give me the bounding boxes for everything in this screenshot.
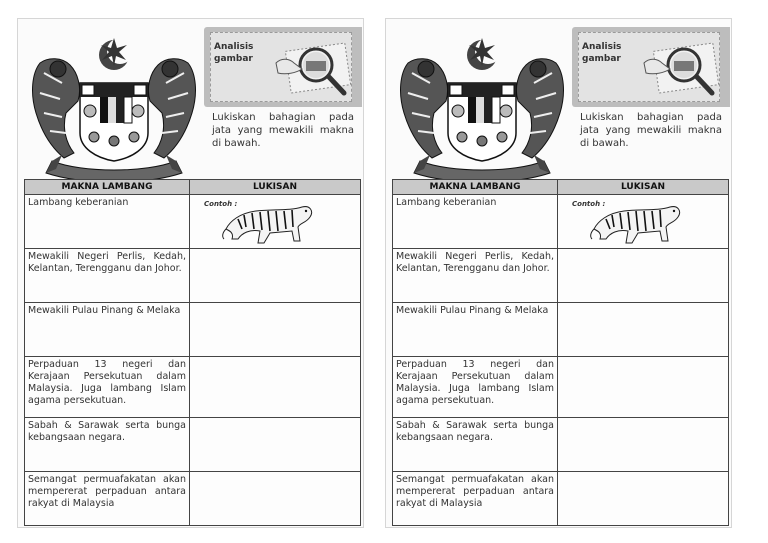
banner-label-line2: gambar bbox=[214, 54, 253, 64]
drawing-cell[interactable] bbox=[190, 472, 361, 526]
banner-label-line2: gambar bbox=[582, 54, 621, 64]
table-row bbox=[25, 472, 361, 526]
banner-label-line1: Analisis bbox=[214, 42, 254, 52]
meaning-cell: Mewakili Negeri Perlis, Kedah, Kelantan, Terengganu dan Johor. bbox=[393, 249, 558, 303]
header-lukisan: LUKISAN bbox=[190, 180, 361, 195]
meaning-cell: Mewakili Negeri Perlis, Kedah, Kelantan, Terengganu dan Johor. bbox=[25, 249, 190, 303]
drawing-cell[interactable] bbox=[190, 357, 361, 418]
banner-label bbox=[214, 41, 266, 65]
header-lukisan: LUKISAN bbox=[558, 180, 729, 195]
table-row bbox=[393, 472, 729, 526]
drawing-cell[interactable] bbox=[558, 472, 729, 526]
header-makna-lambang: MAKNA LAMBANG bbox=[25, 180, 190, 195]
banner-label bbox=[582, 41, 634, 65]
meaning-cell: Perpaduan 13 negeri dan Kerajaan Persekutuan dalam Malaysia. Juga lambang Islam agama persekutuan. bbox=[25, 357, 190, 418]
analysis-banner bbox=[572, 27, 730, 107]
magnifier-hand-icon bbox=[274, 33, 356, 99]
drawing-cell[interactable] bbox=[558, 249, 729, 303]
table-row bbox=[25, 195, 361, 249]
worksheet-page-right bbox=[385, 18, 732, 528]
tiger-example-image bbox=[588, 199, 684, 247]
drawing-cell[interactable] bbox=[190, 249, 361, 303]
drawing-cell[interactable] bbox=[558, 418, 729, 472]
table-row bbox=[393, 195, 729, 249]
drawing-cell[interactable] bbox=[190, 418, 361, 472]
example-label: Contoh : bbox=[572, 200, 606, 208]
drawing-cell[interactable] bbox=[558, 357, 729, 418]
table-row bbox=[25, 418, 361, 472]
magnifier-hand-icon bbox=[642, 33, 724, 99]
drawing-cell[interactable] bbox=[558, 303, 729, 357]
meaning-cell: Lambang keberanian bbox=[25, 195, 190, 249]
table-row bbox=[393, 357, 729, 418]
drawing-cell[interactable] bbox=[190, 303, 361, 357]
coat-of-arms-image bbox=[22, 33, 206, 183]
table-row bbox=[25, 249, 361, 303]
meaning-cell: Semangat permuafakatan akan mempererat perpaduan antara rakyat di Malaysia bbox=[393, 472, 558, 526]
meaning-cell: Mewakili Pulau Pinang & Melaka bbox=[393, 303, 558, 357]
meaning-cell: Mewakili Pulau Pinang & Melaka bbox=[25, 303, 190, 357]
table-row bbox=[393, 303, 729, 357]
tiger-example-image bbox=[220, 199, 316, 247]
table-row bbox=[25, 303, 361, 357]
banner-label-line1: Analisis bbox=[582, 42, 622, 52]
drawing-cell-example bbox=[190, 195, 361, 249]
drawing-cell-example bbox=[558, 195, 729, 249]
instruction-text: Lukiskan bahagian pada jata yang mewakili makna di bawah. bbox=[580, 112, 722, 149]
symbol-meaning-table bbox=[24, 179, 361, 526]
symbol-meaning-table bbox=[392, 179, 729, 526]
example-label: Contoh : bbox=[204, 200, 238, 208]
meaning-cell: Sabah & Sarawak serta bunga kebangsaan negara. bbox=[25, 418, 190, 472]
meaning-cell: Perpaduan 13 negeri dan Kerajaan Persekutuan dalam Malaysia. Juga lambang Islam agama persekutuan. bbox=[393, 357, 558, 418]
instruction-text: Lukiskan bahagian pada jata yang mewakili makna di bawah. bbox=[212, 112, 354, 149]
header-makna-lambang: MAKNA LAMBANG bbox=[393, 180, 558, 195]
table-row bbox=[393, 249, 729, 303]
table-row bbox=[25, 357, 361, 418]
meaning-cell: Semangat permuafakatan akan mempererat perpaduan antara rakyat di Malaysia bbox=[25, 472, 190, 526]
meaning-cell: Sabah & Sarawak serta bunga kebangsaan negara. bbox=[393, 418, 558, 472]
meaning-cell: Lambang keberanian bbox=[393, 195, 558, 249]
worksheet-page-left bbox=[17, 18, 364, 528]
table-row bbox=[393, 418, 729, 472]
analysis-banner bbox=[204, 27, 362, 107]
table-header-row bbox=[25, 180, 361, 195]
coat-of-arms-image bbox=[390, 33, 574, 183]
table-header-row bbox=[393, 180, 729, 195]
